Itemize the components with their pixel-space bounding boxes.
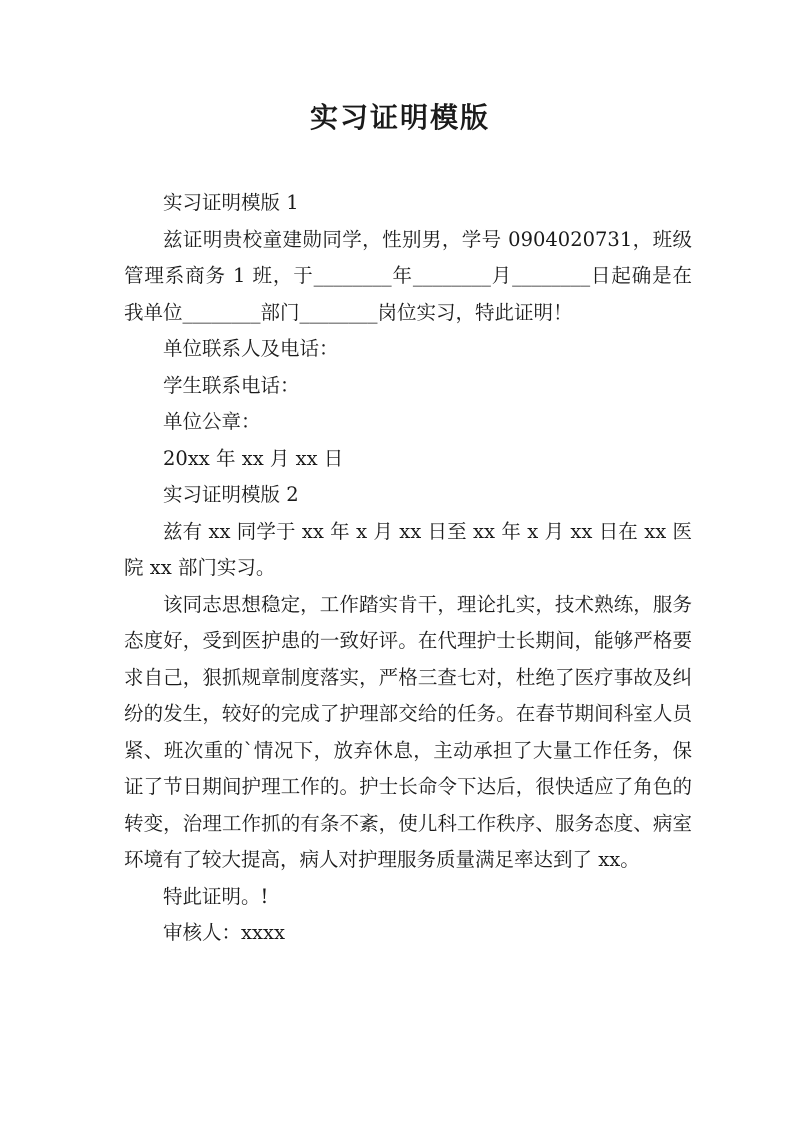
- section-heading-2: 实习证明模版 2: [163, 483, 299, 506]
- contact-person-line: 单位联系人及电话：: [163, 337, 339, 360]
- reviewer-line: 审核人：xxxx: [163, 921, 285, 944]
- date-line: 20xx 年 xx 月 xx 日: [163, 446, 344, 470]
- student-phone-line: 学生联系电话：: [163, 373, 300, 397]
- official-seal-line: 单位公章：: [163, 410, 261, 433]
- section-heading-1: 实习证明模版 1: [163, 191, 299, 214]
- document-title: 实习证明模版: [309, 101, 490, 134]
- certificate-paragraph-1: 兹证明贵校童建勋同学，性别男，学号 0904020731，班级管理系商务 1 班，于________年________月________日起确是在我单位________部门________岗位实习，特此证明！: [124, 227, 692, 324]
- document-body: [124, 185, 692, 952]
- evaluation-paragraph: 该同志思想稳定，工作踏实肯干，理论扎实，技术熟练，服务态度好，受到医护患的一致好评。在代理护士长期间，能够严格要求自己，狠抓规章制度落实，严格三查七对，杜绝了医疗事故及纠纷的发生，较好的完成了护理部交给的任务。在春节期间科室人员紧、班次重的`情况下，放弃休息，主动承担了大量工作任务，保证了节日期间护理工作的。护士长命令下达后，很快适应了角色的转变，治理工作抓的有条不紊，使儿科工作秩序、服务态度、病室环境有了较大提高，病人对护理服务质量满足率达到了 xx。: [124, 592, 692, 871]
- certification-closing: 特此证明。!: [163, 884, 269, 908]
- certificate-paragraph-2: 兹有 xx 同学于 xx 年 x 月 xx 日至 xx 年 x 月 xx 日在 xx 医院 xx 部门实习。: [124, 519, 692, 579]
